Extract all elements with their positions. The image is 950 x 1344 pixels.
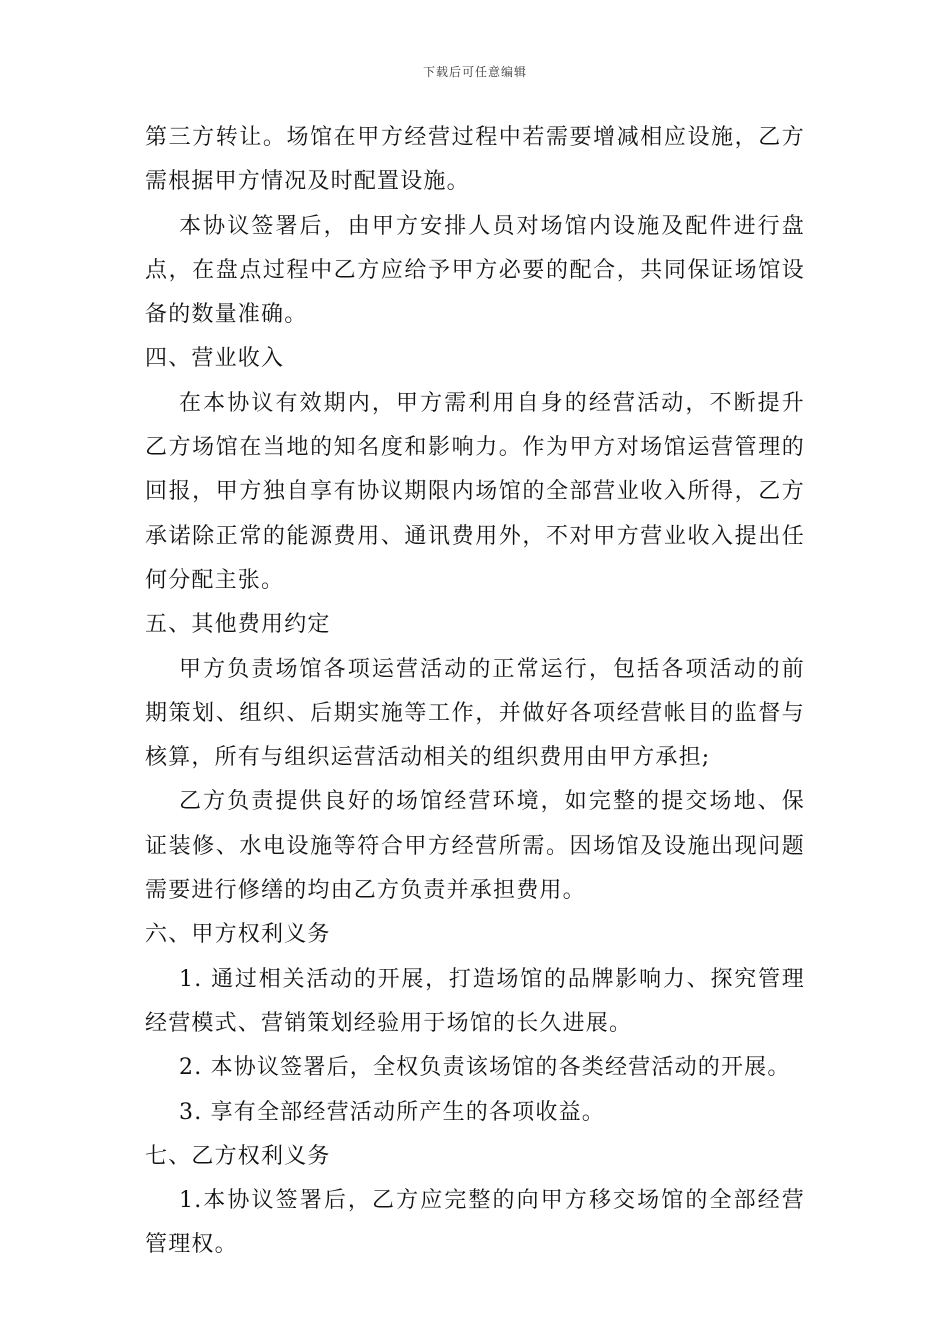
list-item-party-b-1: 1.本协议签署后，乙方应完整的向甲方移交场馆的全部经营管理权。 xyxy=(145,1188,805,1258)
paragraph-inventory-check: 本协议签署后，由甲方安排人员对场馆内设施及配件进行盘点，在盘点过程中乙方应给予甲方必要的配合，共同保证场馆设备的数量准确。 xyxy=(145,213,805,328)
paragraph-facility-transfer: 第三方转让。场馆在甲方经营过程中若需要增减相应设施，乙方需根据甲方情况及时配置设施。 xyxy=(145,125,805,195)
list-item-party-a-3: 3. 享有全部经营活动所产生的各项收益。 xyxy=(179,1099,605,1125)
page-header-note: 下载后可任意编辑 xyxy=(422,65,527,79)
list-item-party-a-1: 1. 通过相关活动的开展，打造场馆的品牌影响力、探究管理经营模式、营销策划经验用于场馆的长久进展。 xyxy=(145,966,805,1036)
list-item-party-a-2: 2. 本协议签署后，全权负责该场馆的各类经营活动的开展。 xyxy=(179,1055,791,1081)
section-heading-revenue: 四、营业收入 xyxy=(145,346,285,372)
document-body xyxy=(145,116,805,1268)
paragraph-party-a-costs: 甲方负责场馆各项运营活动的正常运行，包括各项活动的前期策划、组织、后期实施等工作，并做好各项经营帐目的监督与核算，所有与组织运营活动相关的组织费用由甲方承担; xyxy=(145,656,805,771)
paragraph-revenue: 在本协议有效期内，甲方需利用自身的经营活动，不断提升乙方场馆在当地的知名度和影响力。作为甲方对场馆运营管理的回报，甲方独自享有协议期限内场馆的全部营业收入所得，乙方承诺除正常的能源费用、通讯费用外，不对甲方营业收入提出任何分配主张。 xyxy=(145,390,805,593)
section-heading-other-fees: 五、其他费用约定 xyxy=(145,612,331,638)
section-heading-party-a-rights: 六、甲方权利义务 xyxy=(145,922,331,948)
section-heading-party-b-rights: 七、乙方权利义务 xyxy=(145,1143,331,1169)
paragraph-party-b-costs: 乙方负责提供良好的场馆经营环境，如完整的提交场地、保证装修、水电设施等符合甲方经营所需。因场馆及设施出现问题需要进行修缮的均由乙方负责并承担费用。 xyxy=(145,789,805,904)
